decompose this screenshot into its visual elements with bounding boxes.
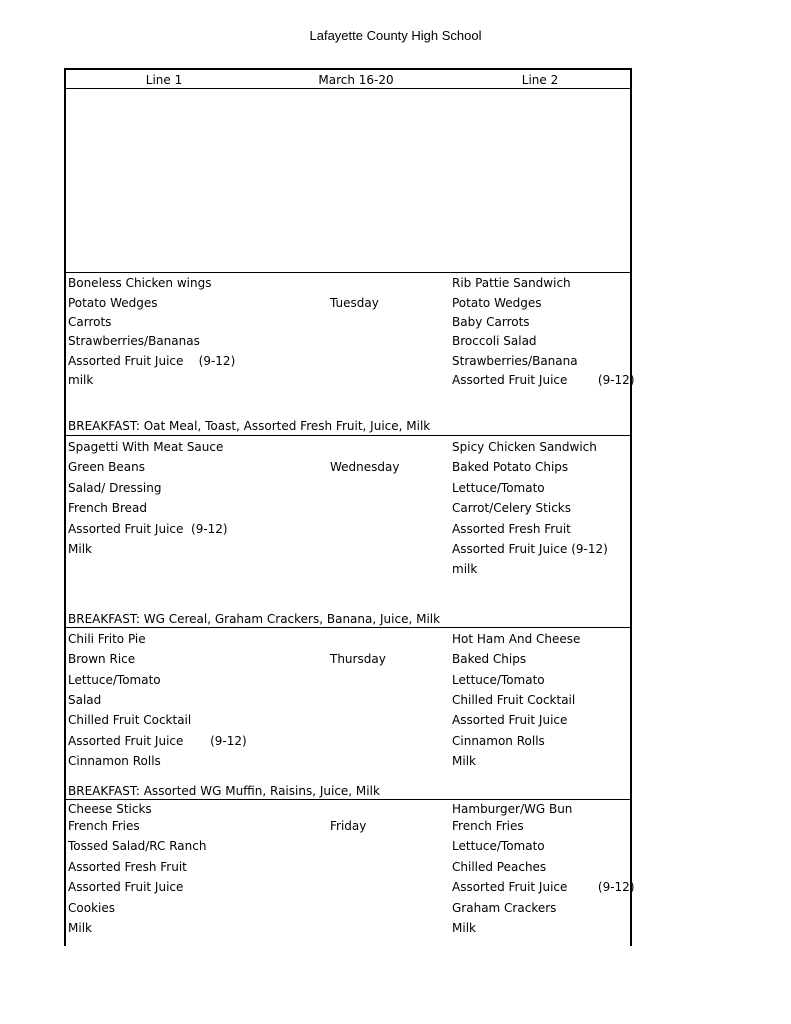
wednesday-line2-item: Baked Potato Chips <box>452 460 569 474</box>
thursday-line2-item: Hot Ham And Cheese <box>452 632 581 646</box>
friday-line2-item: Milk <box>452 921 476 935</box>
wednesday-line2-item: Lettuce/Tomato <box>452 481 545 495</box>
friday-line2-item: Lettuce/Tomato <box>452 839 545 853</box>
wednesday-line1-item: Milk <box>68 542 92 556</box>
tuesday-line2-item: Baby Carrots <box>452 315 530 329</box>
friday-divider <box>64 799 632 800</box>
breakfast-friday: BREAKFAST: Assorted WG Muffin, Raisins, Juice, Milk <box>68 784 380 798</box>
tuesday-line2-item: Assorted Fruit Juice (9-12) <box>452 373 635 387</box>
line1-header: Line 1 <box>145 73 183 87</box>
friday-line1-item: Milk <box>68 921 92 935</box>
breakfast-thursday: BREAKFAST: WG Cereal, Graham Crackers, Banana, Juice, Milk <box>68 612 441 626</box>
day-label-friday: Friday <box>330 819 367 833</box>
friday-line2-item: French Fries <box>452 819 524 833</box>
thursday-line1-item: Lettuce/Tomato <box>68 673 161 687</box>
line2-header: Line 2 <box>521 73 559 87</box>
tuesday-line2-item: Broccoli Salad <box>452 334 537 348</box>
tuesday-line1-item: Strawberries/Bananas <box>68 334 200 348</box>
tuesday-line2-item: Potato Wedges <box>452 296 542 310</box>
thursday-divider <box>64 627 632 628</box>
page-title: Lafayette County High School <box>309 28 482 43</box>
thursday-line1-item: Chili Frito Pie <box>68 632 146 646</box>
table-right-border <box>630 68 632 946</box>
day-label-wednesday: Wednesday <box>330 460 400 474</box>
tuesday-line1-item: Potato Wedges <box>68 296 158 310</box>
thursday-line1-item: Brown Rice <box>68 652 136 666</box>
thursday-line2-item: Cinnamon Rolls <box>452 734 545 748</box>
friday-line1-item: French Fries <box>68 819 140 833</box>
tuesday-line1-item: Assorted Fruit Juice (9-12) <box>68 354 236 368</box>
tuesday-line1-item: Boneless Chicken wings <box>68 276 212 290</box>
friday-line2-item: Graham Crackers <box>452 901 557 915</box>
friday-line2-item: Hamburger/WG Bun <box>452 802 573 816</box>
tuesday-line2-item: Rib Pattie Sandwich <box>452 276 571 290</box>
wednesday-divider <box>64 435 632 436</box>
friday-line2-item: Assorted Fruit Juice (9-12) <box>452 880 635 894</box>
wednesday-line2-item: Spicy Chicken Sandwich <box>452 440 597 454</box>
thursday-line2-item: Milk <box>452 754 476 768</box>
header-divider <box>64 88 632 89</box>
table-top-border <box>64 68 632 70</box>
friday-line1-item: Assorted Fresh Fruit <box>68 860 187 874</box>
day-label-thursday: Thursday <box>330 652 386 666</box>
thursday-line2-item: Baked Chips <box>452 652 527 666</box>
wednesday-line1-item: Assorted Fruit Juice (9-12) <box>68 522 228 536</box>
tuesday-line1-item: milk <box>68 373 94 387</box>
friday-line1-item: Tossed Salad/RC Ranch <box>68 839 207 853</box>
wednesday-line2-item: Assorted Fruit Juice (9-12) <box>452 542 608 556</box>
thursday-line1-item: Salad <box>68 693 102 707</box>
wednesday-line1-item: Spagetti With Meat Sauce <box>68 440 224 454</box>
thursday-line1-item: Assorted Fruit Juice (9-12) <box>68 734 247 748</box>
thursday-line2-item: Chilled Fruit Cocktail <box>452 693 576 707</box>
thursday-line2-item: Assorted Fruit Juice <box>452 713 568 727</box>
breakfast-wednesday: BREAKFAST: Oat Meal, Toast, Assorted Fresh Fruit, Juice, Milk <box>68 419 431 433</box>
tuesday-line2-item: Strawberries/Banana <box>452 354 578 368</box>
thursday-line1-item: Chilled Fruit Cocktail <box>68 713 192 727</box>
wednesday-line1-item: Green Beans <box>68 460 145 474</box>
wednesday-line1-item: French Bread <box>68 501 147 515</box>
tuesday-line1-item: Carrots <box>68 315 112 329</box>
week-header: March 16-20 <box>318 73 394 87</box>
thursday-line1-item: Cinnamon Rolls <box>68 754 161 768</box>
day-label-tuesday: Tuesday <box>330 296 379 310</box>
wednesday-line1-item: Salad/ Dressing <box>68 481 162 495</box>
wednesday-line2-item: milk <box>452 562 478 576</box>
friday-line1-item: Cookies <box>68 901 115 915</box>
table-left-border <box>64 68 66 946</box>
thursday-line2-item: Lettuce/Tomato <box>452 673 545 687</box>
friday-line1-item: Cheese Sticks <box>68 802 152 816</box>
friday-line2-item: Chilled Peaches <box>452 860 547 874</box>
friday-line1-item: Assorted Fruit Juice <box>68 880 184 894</box>
wednesday-line2-item: Carrot/Celery Sticks <box>452 501 571 515</box>
tuesday-divider <box>64 272 632 273</box>
wednesday-line2-item: Assorted Fresh Fruit <box>452 522 571 536</box>
